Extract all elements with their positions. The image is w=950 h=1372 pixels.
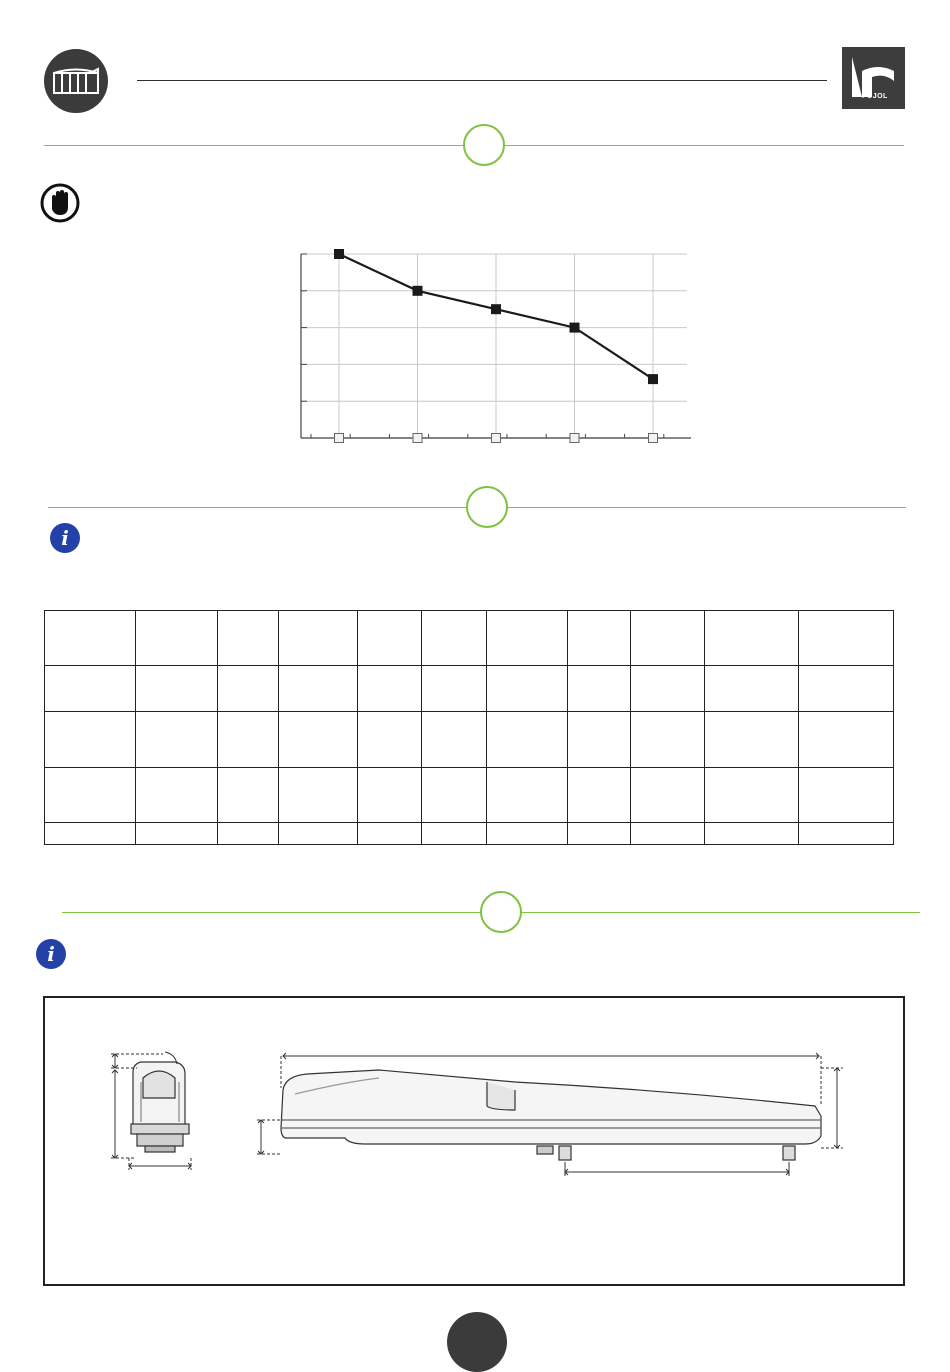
- chart-point: [570, 323, 579, 332]
- page-number-tab: [447, 1312, 507, 1372]
- header-rule: [137, 80, 827, 81]
- info-icon: i: [36, 939, 66, 969]
- chart-point: [335, 434, 344, 443]
- section-number-circle: [466, 486, 508, 528]
- chart-point: [413, 434, 422, 443]
- chart-point: [649, 434, 658, 443]
- chart-point: [649, 375, 658, 384]
- info-icon: i: [50, 523, 80, 553]
- motor-front-view: [131, 1052, 189, 1152]
- specifications-table: [44, 610, 894, 845]
- table-row: [45, 768, 894, 823]
- section-number-circle: [480, 891, 522, 933]
- table-row: [45, 712, 894, 768]
- table-row: [45, 823, 894, 845]
- chart-point: [492, 305, 501, 314]
- section-number-circle: [463, 124, 505, 166]
- table-header-row: [45, 611, 894, 666]
- pujol-logo: [842, 47, 905, 109]
- brand-logo-text: PUJOL: [862, 93, 888, 100]
- performance-chart: [290, 245, 700, 450]
- stop-hand-icon: [40, 183, 80, 223]
- chart-point: [570, 434, 579, 443]
- chart-point: [413, 286, 422, 295]
- motor-side-view: [281, 1070, 821, 1160]
- chart-point: [335, 250, 344, 259]
- dimensions-drawing-frame: [43, 996, 905, 1286]
- chart-point: [492, 434, 501, 443]
- sliding-gate-icon: [44, 49, 108, 113]
- table-row: [45, 666, 894, 712]
